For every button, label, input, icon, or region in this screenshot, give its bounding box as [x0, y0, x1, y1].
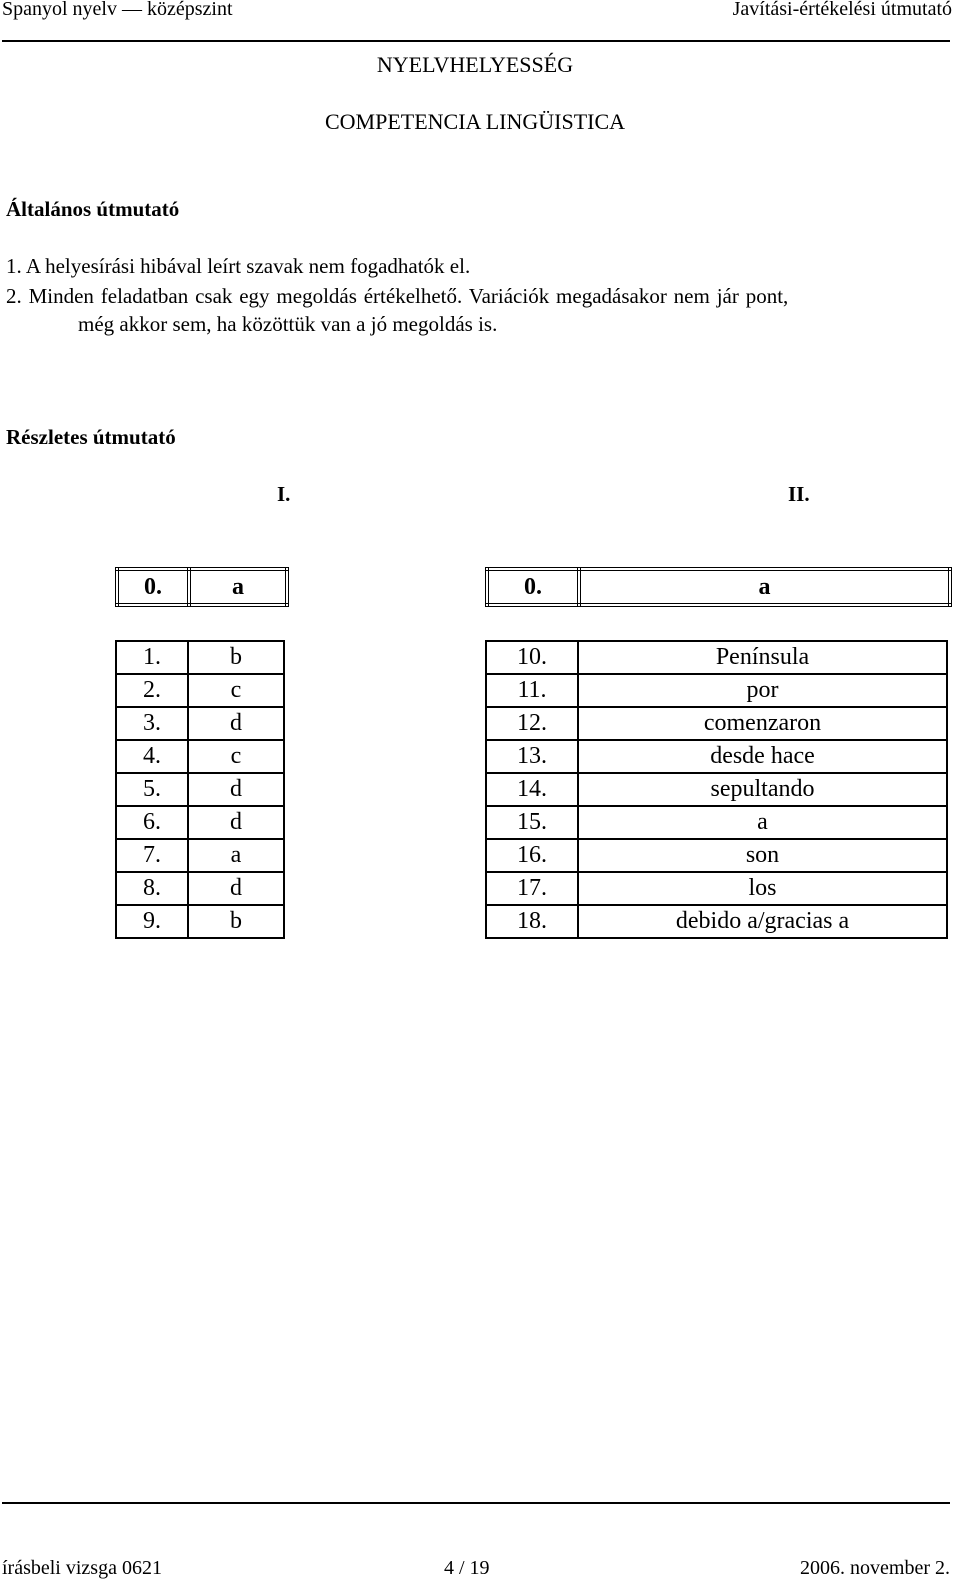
item-answer: debido a/gracias a: [578, 905, 947, 938]
detailed-heading: Részletes útmutató: [6, 425, 176, 449]
answer-row: [486, 806, 947, 839]
page-subtitle: COMPETENCIA LINGÜISTICA: [324, 109, 626, 134]
answer-row: [486, 641, 947, 674]
answer-row: [116, 872, 284, 905]
item-answer: por: [578, 674, 947, 707]
header-subject: Spanyol nyelv — középszint: [2, 0, 233, 20]
item-answer: c: [188, 740, 284, 773]
example-row: [487, 569, 950, 605]
item-number: 10.: [486, 641, 578, 674]
page-title: NYELVHELYESSÉG: [376, 52, 574, 77]
answer-row: [486, 707, 947, 740]
item-answer: los: [578, 872, 947, 905]
part-2-answer-table: [485, 640, 948, 939]
footer-date: 2006. november 2.: [800, 1557, 950, 1579]
answer-row: [116, 740, 284, 773]
item-number: 18.: [486, 905, 578, 938]
answer-row: [116, 806, 284, 839]
item-answer: b: [188, 641, 284, 674]
footer-page-number: 4 / 19: [444, 1557, 490, 1579]
item-number: 11.: [486, 674, 578, 707]
header-doc-type: Javítási-értékelési útmutató: [732, 0, 952, 20]
item-answer: a: [578, 806, 947, 839]
item-number: 13.: [486, 740, 578, 773]
answer-row: [486, 872, 947, 905]
footer-rule: [2, 1502, 950, 1504]
item-answer: Península: [578, 641, 947, 674]
part-2-label: II.: [788, 482, 810, 506]
answer-row: [116, 674, 284, 707]
example-answer: a: [579, 569, 950, 605]
header-rule: [2, 40, 950, 42]
item-answer: b: [188, 905, 284, 938]
item-number: 4.: [116, 740, 188, 773]
item-number: 1.: [116, 641, 188, 674]
item-answer: a: [188, 839, 284, 872]
item-number: 12.: [486, 707, 578, 740]
answer-row: [116, 707, 284, 740]
item-number: 3.: [116, 707, 188, 740]
item-number: 6.: [116, 806, 188, 839]
item-number: 15.: [486, 806, 578, 839]
item-answer: son: [578, 839, 947, 872]
answer-row: [486, 674, 947, 707]
item-answer: comenzaron: [578, 707, 947, 740]
answer-row: [116, 839, 284, 872]
item-answer: d: [188, 806, 284, 839]
general-heading: Általános útmutató: [6, 197, 180, 221]
answer-row: [116, 905, 284, 938]
example-number: 0.: [117, 569, 189, 605]
item-answer: sepultando: [578, 773, 947, 806]
general-item-2-cont: még akkor sem, ha közöttük van a jó megoldás is.: [78, 312, 498, 336]
item-number: 5.: [116, 773, 188, 806]
item-answer: desde hace: [578, 740, 947, 773]
general-item-2: 2. Minden feladatban csak egy megoldás értékelhető. Variációk megadásakor nem jár pont,: [6, 284, 789, 308]
footer-exam-code: írásbeli vizsga 0621: [2, 1557, 162, 1579]
answer-row: [116, 773, 284, 806]
answer-row: [486, 740, 947, 773]
item-number: 9.: [116, 905, 188, 938]
item-number: 2.: [116, 674, 188, 707]
part-1-example-table: [115, 567, 289, 607]
answer-row: [486, 905, 947, 938]
part-2-example-table: [485, 567, 952, 607]
answer-row: [486, 773, 947, 806]
item-number: 8.: [116, 872, 188, 905]
part-1-label: I.: [277, 482, 291, 506]
general-item-1: 1. A helyesírási hibával leírt szavak nem fogadhatók el.: [6, 254, 471, 278]
item-number: 7.: [116, 839, 188, 872]
item-answer: d: [188, 872, 284, 905]
answer-row: [486, 839, 947, 872]
item-number: 17.: [486, 872, 578, 905]
example-answer: a: [189, 569, 287, 605]
item-answer: c: [188, 674, 284, 707]
item-answer: d: [188, 773, 284, 806]
example-row: [117, 569, 287, 605]
item-number: 14.: [486, 773, 578, 806]
answer-row: [116, 641, 284, 674]
item-number: 16.: [486, 839, 578, 872]
part-1-answer-table: [115, 640, 285, 939]
example-number: 0.: [487, 569, 579, 605]
item-answer: d: [188, 707, 284, 740]
